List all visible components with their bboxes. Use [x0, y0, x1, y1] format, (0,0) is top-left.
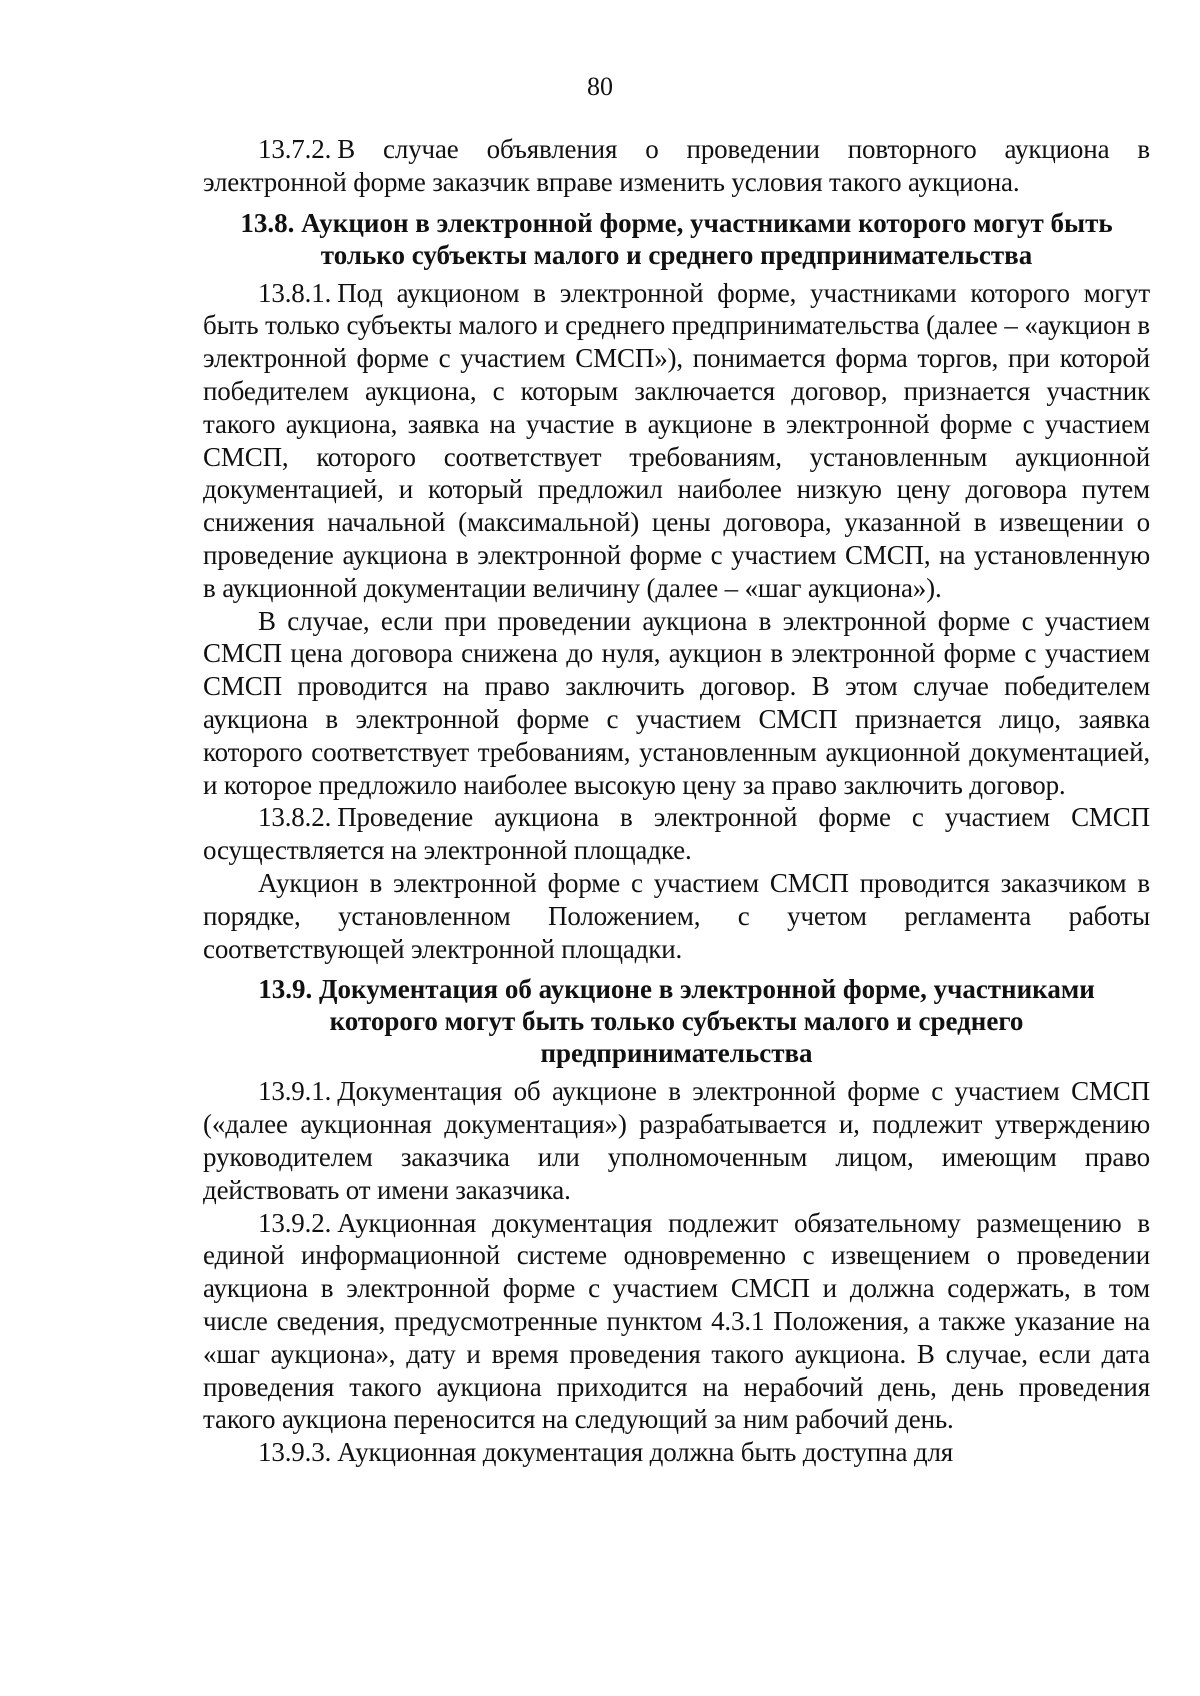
paragraph-text: В случае объявления о проведении повторного аукциона в электронной форме заказчик вправе изменить условия такого аукциона.: [203, 134, 1150, 197]
paragraph-text: В случае, если при проведении аукциона в электронной форме с участием СМСП цена договора снижена до нуля, аукцион в электронной форме с участием СМСП проводится на право заключить договор. В этом случае победителем аукциона в электронной форме с участием СМСП признается лицо, заявка которого соответствует требованиям, установленным аукционной документацией, и которое предложило наиболее высокую цену за право заключить договор.: [203, 605, 1150, 800]
paragraph-13-8-2: [203, 801, 1150, 867]
paragraph-13-7-2: [203, 133, 1150, 199]
paragraph-13-9-2: [203, 1207, 1150, 1437]
clause-number: 13.8.1.: [258, 277, 332, 308]
paragraph-zero-price: [203, 605, 1150, 802]
paragraph-text: Аукцион в электронной форме с участием СМСП проводится заказчиком в порядке, установленном Положением, с учетом регламента работы соответствующей электронной площадки.: [203, 867, 1150, 964]
paragraph-text: Документация об аукционе в электронной форме с участием СМСП («далее аукционная документация») разрабатывается и, подлежит утверждению руководителем заказчика или уполномоченным лицом, имеющим право действовать от имени заказчика.: [203, 1076, 1150, 1205]
paragraph-auction-procedure: [203, 867, 1150, 965]
document-body: [203, 133, 1150, 1469]
clause-number: 13.7.2.: [258, 134, 332, 164]
page-number: 80: [587, 72, 613, 101]
clause-number: 13.9.3.: [258, 1437, 332, 1468]
clause-number: 13.9.1.: [258, 1076, 332, 1107]
paragraph-13-9-3: [203, 1436, 1150, 1469]
paragraph-text: Аукционная документация подлежит обязательному размещению в единой информационной системе одновременно с извещением о проведении аукциона в электронной форме с участием СМСП и должна содержать, в том числе сведения, предусмотренные пунктом 4.3.1 Положения, а также указание на «шаг аукциона», дату и время проведения такого аукциона. В случае, если дата проведения такого аукциона приходится на нерабочий день, день проведения такого аукциона переносится на следующий за ним рабочий день.: [203, 1207, 1150, 1435]
clause-number: 13.9.2.: [258, 1207, 332, 1238]
paragraph-text: Под аукционом в электронной форме, участниками которого могут быть только субъекты малого и среднего предпринимательства (далее – «аукцион в электронной форме с участием СМСП»), понимается форма торгов, при которой победителем аукциона, с которым заключается договор, признается участник такого аукциона, заявка на участие в аукционе в электронной форме с участием СМСП, которого соответствует требованиям, установленным аукционной документацией, и который предложил наиболее низкую цену договора путем снижения начальной (максимальной) цены договора, указанной в извещении о проведение аукциона в электронной форме с участием СМСП, на установленную в аукционной документации величину (далее – «шаг аукциона»).: [203, 277, 1150, 603]
paragraph-text: Аукционная документация должна быть доступна для: [337, 1437, 954, 1468]
paragraph-text: Проведение аукциона в электронной форме с участием СМСП осуществляется на электронной площадке.: [203, 802, 1150, 866]
paragraph-13-8-1: [203, 277, 1150, 605]
clause-number: 13.8.2.: [258, 802, 332, 833]
paragraph-13-9-1: [203, 1075, 1150, 1206]
section-heading-13-8: 13.8. Аукцион в электронной форме, участниками которого могут быть только субъекты малого и среднего предпринимательства: [240, 207, 1113, 270]
section-heading-13-9: 13.9. Документация об аукционе в электронной форме, участниками которого могут быть только субъекты малого и среднего предпринимательства: [258, 974, 1095, 1069]
